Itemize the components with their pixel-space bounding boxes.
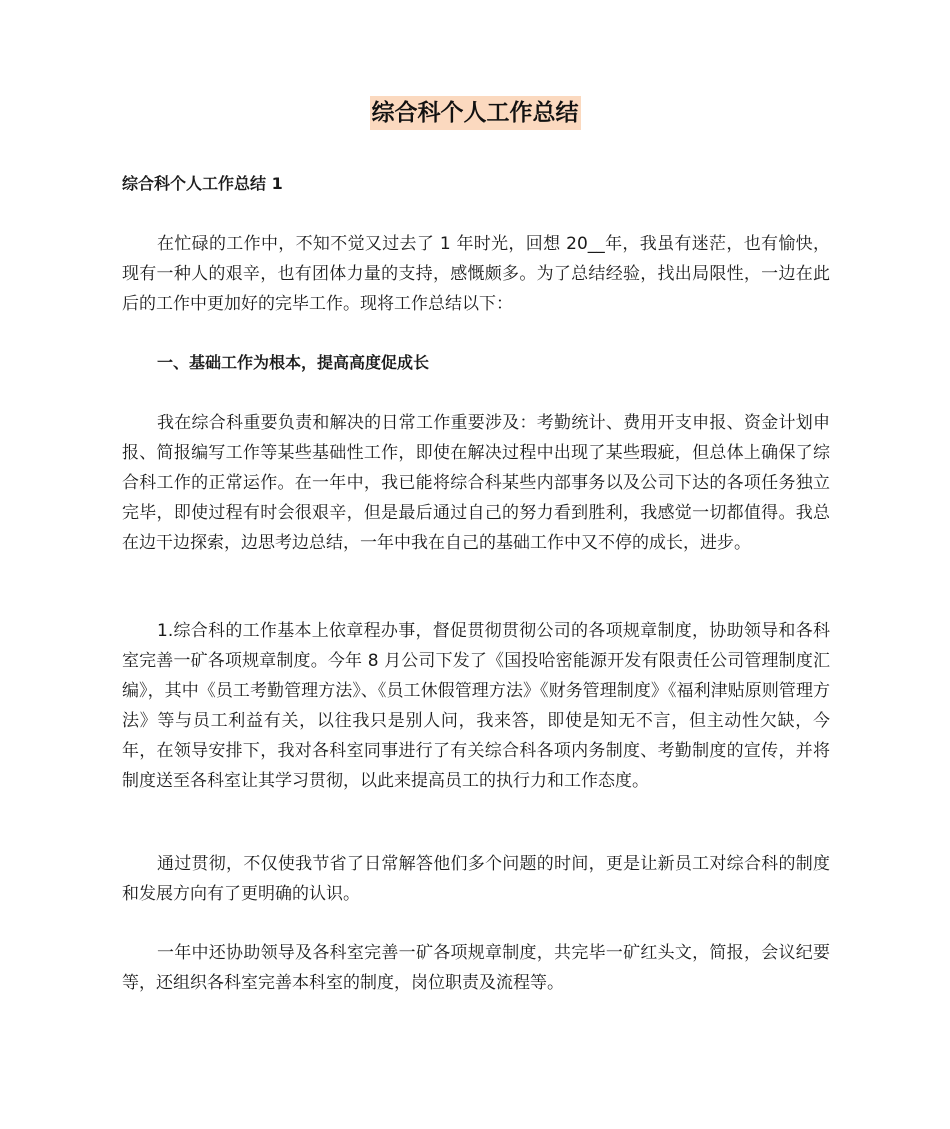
body-paragraph-3: 通过贯彻，不仅使我节省了日常解答他们多个问题的时间，更是让新员工对综合科的制度和发展方向有了更明确的认识。	[122, 854, 830, 904]
document-subtitle: 综合科个人工作总结 1	[122, 174, 283, 193]
body-paragraph-4: 一年中还协助领导及各科室完善一矿各项规章制度，共完毕一矿红头文，简报，会议纪要等，还组织各科室完善本科室的制度，岗位职责及流程等。	[122, 943, 830, 993]
intro-paragraph: 在忙碌的工作中，不知不觉又过去了 1 年时光，回想 20__年，我虽有迷茫，也有愉快，现有一种人的艰辛，也有团体力量的支持，感慨颇多。为了总结经验，找出局限性，一边在此后的工作中更加好的完毕工作。现将工作总结以下：	[122, 234, 830, 314]
body-paragraph-1: 我在综合科重要负责和解决的日常工作重要涉及：考勤统计、费用开支申报、资金计划申报、简报编写工作等某些基础性工作，即使在解决过程中出现了某些瑕疵，但总体上确保了综合科工作的正常运作。在一年中，我已能将综合科某些内部事务以及公司下达的各项任务独立完毕，即使过程有时会很艰辛，但是最后通过自己的努力看到胜利，我感觉一切都值得。我总在边干边探索，边思考边总结，一年中我在自己的基础工作中又不停的成长，进步。	[122, 413, 830, 553]
section-heading: 一、基础工作为根本，提高高度促成长	[157, 353, 430, 372]
document-title: 综合科个人工作总结	[370, 96, 581, 130]
body-paragraph-2: 1.综合科的工作基本上依章程办事，督促贯彻贯彻公司的各项规章制度，协助领导和各科室完善一矿各项规章制度。今年 8 月公司下发了《国投哈密能源开发有限责任公司管理制度汇编》，其中《员工考勤管理方法》、《员工休假管理方法》《财务管理制度》《福利津贴原则管理方法》等与员工利益有关，以往我只是别人问，我来答，即使是知无不言，但主动性欠缺，今年，在领导安排下，我对各科室同事进行了有关综合科各项内务制度、考勤制度的宣传，并将制度送至各科室让其学习贯彻，以此来提高员工的执行力和工作态度。	[122, 621, 830, 791]
document-title-row	[0, 96, 950, 130]
